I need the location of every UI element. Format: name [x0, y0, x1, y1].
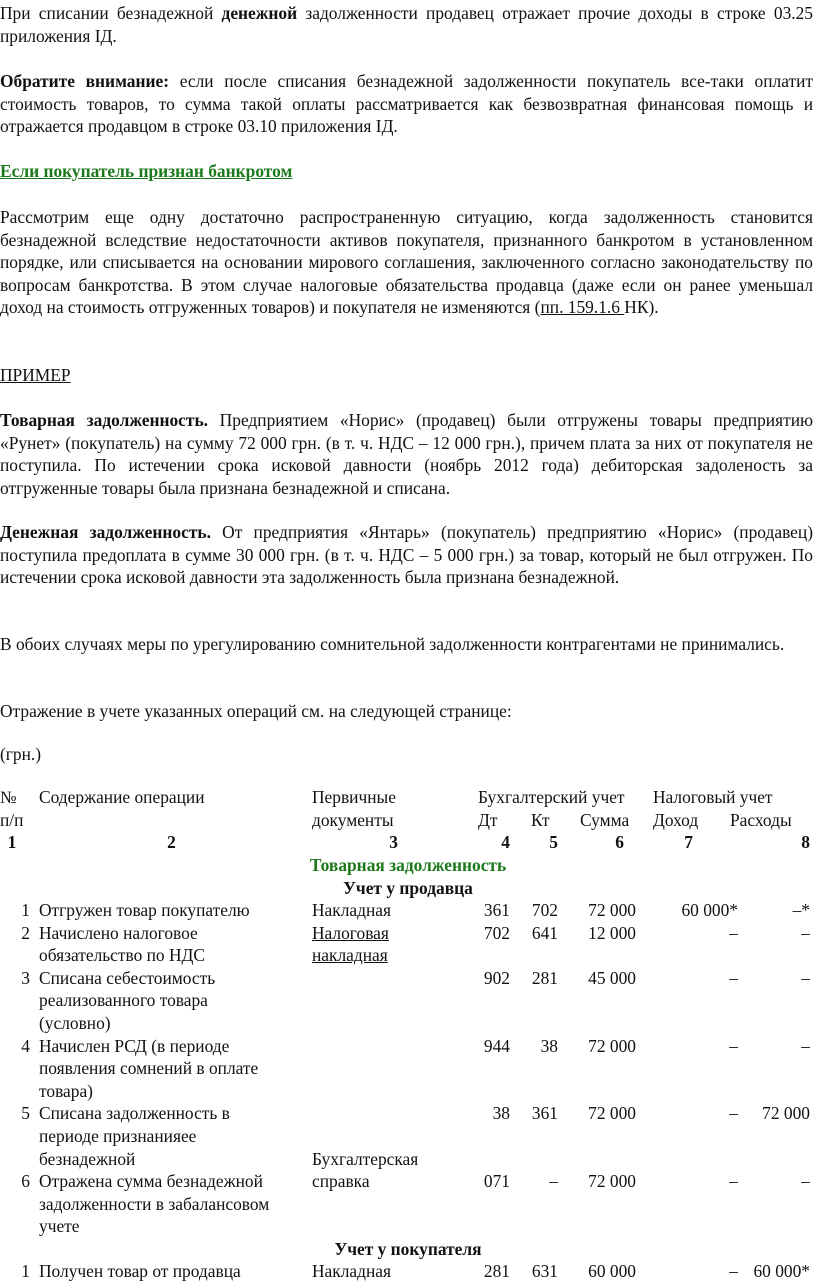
- bankruptcy-text: Рассмотрим еще одну достаточно распространенную ситуацию, когда задолженность становится безнадежной вследствие недостаточности активов покупателя, признанного банкротом в установленном порядке, или списывается на основании мирового соглашения, заключенного согласно законодательству по вопросам банкротства. В этом случае налоговые обязательства продавца (даже если он ранее уменьшал доход на стоимость отгруженных товаров) и покупателя не изменяются (: [0, 207, 813, 318]
- table-row: [0, 1170, 816, 1238]
- tax-code-link[interactable]: пп. 159.1.6: [540, 297, 625, 318]
- tax-income: –: [729, 1171, 738, 1192]
- tax-income: –: [729, 1260, 738, 1281]
- credit-account: 631: [531, 1260, 558, 1281]
- header-op: Содержание операции: [39, 787, 205, 807]
- row-number: 4: [21, 1035, 30, 1056]
- table-row: [0, 1035, 816, 1103]
- operation-line: безнадежной: [39, 1148, 136, 1169]
- operation-description: [39, 1170, 304, 1238]
- debit-account: 071: [483, 1171, 510, 1192]
- tax-expense: –*: [792, 900, 810, 920]
- tax-income: –: [729, 922, 738, 943]
- debit-account: 281: [483, 1260, 510, 1281]
- operation-line: Списана задолженность в: [39, 1103, 230, 1124]
- credit-account: 361: [531, 1103, 558, 1124]
- primary-document: [312, 1170, 477, 1193]
- header-no-line2: п/п: [0, 809, 24, 830]
- operation-line: Получен товар от продавца: [39, 1260, 241, 1281]
- document-line: Накладная: [312, 900, 391, 920]
- unit-label: (грн.): [0, 744, 42, 764]
- table-row: [0, 967, 816, 1035]
- operation-line: Списана себестоимость: [39, 967, 216, 988]
- header-income: Доход: [653, 810, 699, 830]
- table-row: [0, 1102, 816, 1170]
- amount: 72 000: [588, 1035, 636, 1056]
- column-numbers-row: [0, 831, 816, 854]
- col-number: 4: [501, 832, 510, 852]
- document-line: Накладная: [312, 1260, 391, 1281]
- row-number: 1: [21, 900, 30, 920]
- bankruptcy-text-end: НК).: [624, 297, 659, 318]
- money-debt-label: Денежная задолженность.: [0, 522, 211, 542]
- operation-line: Начислен РСД (в периоде: [39, 1035, 230, 1056]
- col-number: 8: [801, 832, 810, 852]
- debit-account: 38: [492, 1103, 510, 1124]
- tax-income: 60 000*: [681, 900, 738, 920]
- header-dt: Дт: [478, 810, 498, 830]
- tax-expense: –: [801, 922, 810, 943]
- text-fragment: При списании безнадежной: [0, 3, 222, 23]
- primary-document: [312, 899, 477, 922]
- header-doc-line2: документы: [312, 809, 394, 830]
- operation-description: [39, 1035, 304, 1103]
- paragraph-see-next-page: Отражение в учете указанных операций см. на следующей странице:: [0, 701, 512, 721]
- row-number: 1: [21, 1260, 30, 1281]
- paragraph-goods-debt: [0, 409, 813, 499]
- tax-income: –: [729, 1103, 738, 1124]
- tax-expense: 60 000*: [753, 1260, 810, 1281]
- example-label: [0, 364, 813, 387]
- header-expense: Расходы: [730, 810, 792, 830]
- paragraph-money-debt: [0, 521, 813, 589]
- tax-income: –: [729, 967, 738, 988]
- operation-line: Отражена сумма безнадежной: [39, 1171, 263, 1192]
- tax-expense: 72 000: [762, 1103, 810, 1124]
- table-row: [0, 922, 816, 967]
- paragraph-writeoff-income: [0, 2, 813, 47]
- table-row: [0, 1260, 816, 1283]
- seller-rows: [0, 899, 816, 1238]
- credit-account: 281: [531, 967, 558, 988]
- operation-line: реализованного товара: [39, 990, 208, 1011]
- row-number: 2: [21, 922, 30, 943]
- paragraph-no-measures: В обоих случаях меры по урегулированию сомнительной задолженности контрагентами не принимались.: [0, 634, 785, 654]
- credit-account: 702: [531, 900, 558, 920]
- attention-text: если после списания безнадежной задолженности покупатель все-таки оплатит стоимость товаров, то сумма такой оплаты рассматривается как безвозвратная финансовая помощь и отражается продавцом в строке 03.10 приложения ІД.: [0, 71, 813, 137]
- header-kt: Кт: [531, 810, 550, 830]
- subsection-buyer: Учет у покупателя: [334, 1238, 482, 1259]
- header-doc: [312, 786, 477, 831]
- text-fragment: задолженности продавец отражает прочие доходы в строке 03.25 приложения ІД.: [0, 3, 814, 46]
- operation-line: обязательство по НДС: [39, 945, 206, 966]
- amount: 72 000: [588, 1103, 636, 1124]
- example-label-text: ПРИМЕР: [0, 365, 71, 385]
- credit-account: 641: [531, 922, 558, 943]
- credit-account: 38: [540, 1035, 558, 1056]
- col-number: 2: [167, 832, 176, 852]
- document-line[interactable]: накладная: [312, 945, 388, 966]
- credit-account: –: [549, 1171, 558, 1192]
- col-number: 5: [549, 832, 558, 852]
- bankrupt-heading-link[interactable]: Если покупатель признан банкротом: [0, 161, 293, 181]
- operation-line: задолженности в забалансовом: [39, 1193, 270, 1214]
- goods-debt-text: Предприятием «Норис» (продавец) были отгружены товары предприятию «Рунет» (покупатель) на сумму 72 000 грн. (в т. ч. НДС – 12 000 грн.), причем плата за них от покупателя не поступила. По истечении срока исковой давности (ноябрь 2012 года) дебиторская задоленость за отгруженные товары была признана безнадежной и списана.: [0, 410, 813, 498]
- header-tax: Налоговый учет: [653, 787, 773, 807]
- debit-account: 361: [483, 900, 510, 920]
- operation-line: товара): [39, 1080, 93, 1101]
- col-number: 3: [389, 832, 398, 852]
- operation-line: Отгружен товар покупателю: [39, 900, 250, 920]
- debit-account: 944: [483, 1035, 510, 1056]
- operation-description: [39, 1260, 304, 1283]
- section-goods-debt: Товарная задолженность: [309, 855, 507, 875]
- operation-line: появления сомнений в оплате: [39, 1058, 259, 1079]
- document-line: справка: [312, 1171, 370, 1192]
- row-number: 6: [21, 1171, 30, 1192]
- amount: 72 000: [588, 1171, 636, 1192]
- tax-expense: –: [801, 967, 810, 988]
- amount: 60 000: [588, 1260, 636, 1281]
- document-line[interactable]: Налоговая: [312, 922, 389, 943]
- section-heading: [0, 160, 813, 183]
- amount: 45 000: [588, 967, 636, 988]
- operation-line: периоде признанияее: [39, 1125, 197, 1146]
- money-debt-text: От предприятия «Янтарь» (покупатель) предприятию «Норис» (продавец) поступила предоплата в сумме 30 000 грн. (в т. ч. НДС – 5 000 грн.) за товар, который не был отгружен. По истечении срока исковой давности эта задолженность была признана безнадежной.: [0, 522, 813, 588]
- operation-line: (условно): [39, 1012, 111, 1033]
- tax-expense: –: [801, 1171, 810, 1192]
- paragraph-bankruptcy: [0, 206, 813, 319]
- debit-account: 902: [483, 967, 510, 988]
- operation-description: [39, 1102, 304, 1170]
- header-doc-line1: Первичные: [312, 787, 396, 807]
- document-line: [312, 1102, 477, 1125]
- buyer-rows: [0, 1260, 816, 1283]
- document-line: [312, 1125, 477, 1148]
- operation-description: [39, 899, 304, 922]
- debit-account: 702: [483, 922, 510, 943]
- col-number: 7: [684, 832, 693, 852]
- primary-document: [312, 922, 477, 967]
- header-sum: Сумма: [580, 810, 630, 830]
- header-accounting: Бухгалтерский учет: [478, 787, 625, 807]
- header-no: [0, 786, 40, 831]
- row-number: 5: [21, 1103, 30, 1124]
- amount: 72 000: [588, 900, 636, 920]
- attention-label: Обратите внимание:: [0, 71, 170, 91]
- table-header: [0, 786, 816, 831]
- document-line: Бухгалтерская: [312, 1148, 419, 1169]
- row-number: 3: [21, 967, 30, 988]
- operation-line: учете: [39, 1216, 80, 1237]
- paragraph-attention: [0, 70, 813, 138]
- operation-description: [39, 922, 304, 967]
- primary-document: [312, 1102, 477, 1170]
- operation-line: Начислено налоговое: [39, 922, 198, 943]
- tax-income: –: [729, 1035, 738, 1056]
- primary-document: [312, 1260, 477, 1283]
- header-no-line1: №: [0, 787, 17, 807]
- bold-word: денежной: [221, 3, 298, 23]
- col-number: 1: [7, 832, 17, 852]
- accounting-table: [0, 786, 816, 1283]
- tax-expense: –: [801, 1035, 810, 1056]
- table-row: [0, 899, 816, 922]
- amount: 12 000: [588, 922, 636, 943]
- goods-debt-label: Товарная задолженность.: [0, 410, 208, 430]
- operation-description: [39, 967, 304, 1035]
- col-number: 6: [615, 832, 624, 852]
- subsection-seller: Учет у продавца: [343, 878, 473, 898]
